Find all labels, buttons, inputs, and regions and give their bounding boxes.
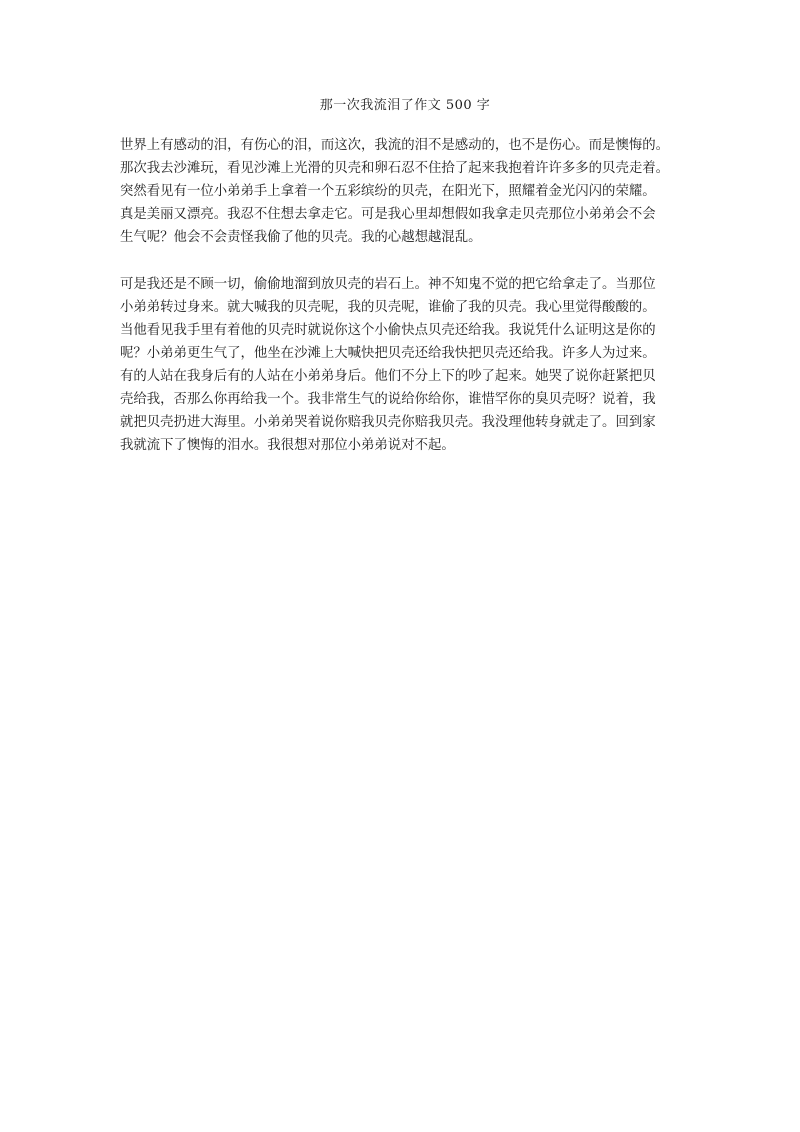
paragraph-line: 有的人站在我身后有的人站在小弟弟身后。他们不分上下的吵了起来。她哭了说你赶紧把贝 — [120, 369, 656, 384]
paragraph-1 — [120, 134, 690, 249]
paragraph-line: 我就流下了懊悔的泪水。我很想对那位小弟弟说对不起。 — [120, 438, 455, 453]
paragraph-line: 可是我还是不顾一切，偷偷地溜到放贝壳的岩石上。神不知鬼不觉的把它给拿走了。当那位 — [120, 277, 656, 292]
document-page — [120, 96, 690, 481]
paragraph-line: 小弟弟转过身来。就大喊我的贝壳呢，我的贝壳呢，谁偷了我的贝壳。我心里觉得酸酸的。 — [120, 300, 656, 315]
paragraph-line: 就把贝壳扔进大海里。小弟弟哭着说你赔我贝壳你赔我贝壳。我没理他转身就走了。回到家 — [120, 415, 656, 430]
paragraph-line: 世界上有感动的泪，有伤心的泪，而这次，我流的泪不是感动的，也不是伤心。而是懊悔的。 — [120, 138, 670, 153]
paragraph-line: 生气呢？他会不会责怪我偷了他的贝壳。我的心越想越混乱。 — [120, 230, 482, 245]
paragraph-2 — [120, 273, 690, 457]
paragraph-line: 呢？小弟弟更生气了，他坐在沙滩上大喊快把贝壳还给我快把贝壳还给我。许多人为过来。 — [120, 346, 656, 361]
paragraph-line: 真是美丽又漂亮。我忍不住想去拿走它。可是我心里却想假如我拿走贝壳那位小弟弟会不会 — [120, 207, 656, 222]
paragraph-line: 当他看见我手里有着他的贝壳时就说你这个小偷快点贝壳还给我。我说凭什么证明这是你的 — [120, 323, 656, 338]
paragraph-line: 那次我去沙滩玩，看见沙滩上光滑的贝壳和卵石忍不住拾了起来我抱着许许多多的贝壳走着。 — [120, 161, 670, 176]
document-title: 那一次我流泪了作文 500 字 — [319, 98, 491, 113]
paragraph-line: 突然看见有一位小弟弟手上拿着一个五彩缤纷的贝壳，在阳光下，照耀着金光闪闪的荣耀。 — [120, 184, 656, 199]
paragraph-line: 壳给我，否那么你再给我一个。我非常生气的说给你给你，谁惜罕你的臭贝壳呀？说着，我 — [120, 392, 656, 407]
